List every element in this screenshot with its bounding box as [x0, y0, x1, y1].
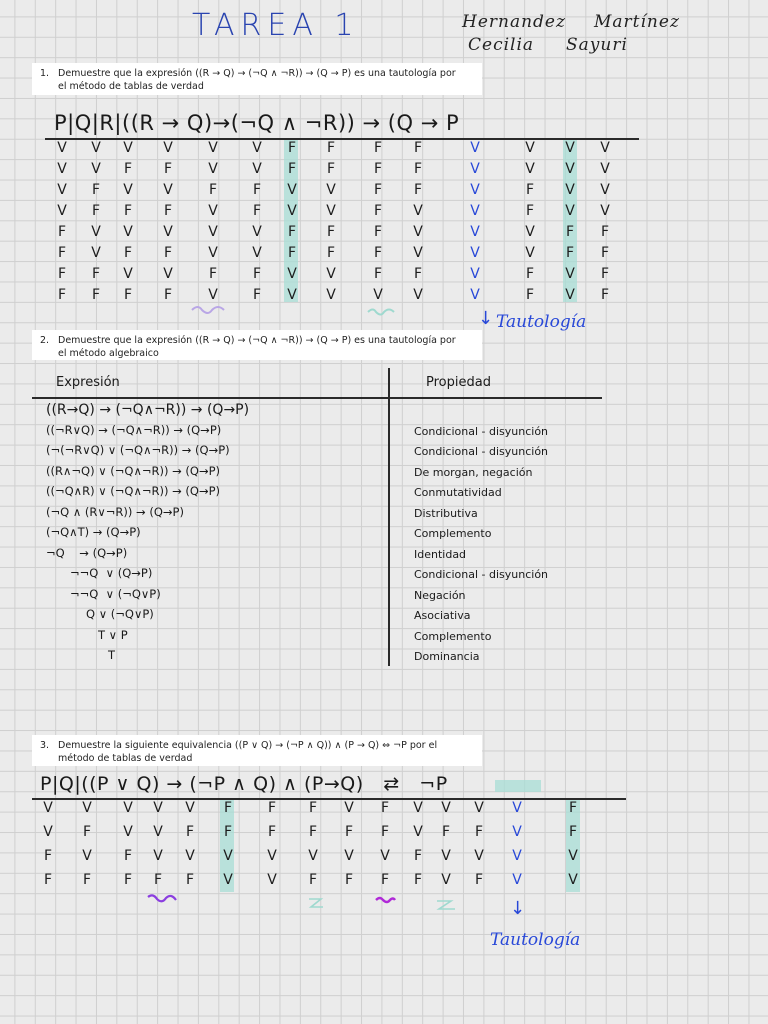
truth-value-cell: V: [208, 224, 218, 240]
proof-step-expression: T ∨ P: [98, 627, 128, 642]
truth-value-cell: V: [223, 872, 233, 888]
proof-step-property: Identidad: [414, 547, 467, 561]
truth-value-cell: F: [223, 824, 233, 840]
truth-value-cell: V: [153, 824, 163, 840]
truth-value-cell: F: [123, 161, 133, 177]
truth-value-cell: F: [525, 266, 535, 282]
truth-value-cell: V: [57, 140, 67, 156]
truth-value-cell: F: [163, 161, 173, 177]
truth-table-3-header: P|Q|((P ∨ Q) → (¬P ∧ Q) ∧ (P→Q) ⇄ ¬P: [40, 773, 448, 795]
proof-step-expression: ¬Q → (Q→P): [46, 545, 128, 560]
truth-value-cell: V: [91, 245, 101, 261]
truth-value-cell: V: [512, 800, 522, 816]
truth-value-cell: V: [163, 182, 173, 198]
property-column-header: Propiedad: [426, 375, 491, 390]
truth-value-cell: V: [123, 824, 133, 840]
truth-value-cell: F: [153, 872, 163, 888]
scribble-icon: [366, 306, 396, 318]
truth-value-cell: V: [441, 872, 451, 888]
proof-step-expression: ((R→Q) → (¬Q∧¬R)) → (Q→P): [46, 402, 250, 418]
truth-value-cell: V: [208, 140, 218, 156]
proof-step-property: Dominancia: [414, 650, 480, 663]
scribble-icon: [146, 892, 180, 906]
truth-value-cell: F: [600, 287, 610, 303]
truth-value-cell: F: [185, 824, 195, 840]
truth-value-cell: V: [267, 848, 277, 864]
author-first-name: Cecilia: [468, 35, 535, 55]
truth-value-cell: V: [380, 848, 390, 864]
scribble-icon: [434, 898, 460, 912]
truth-value-cell: V: [123, 224, 133, 240]
author-surname-2: Martínez: [594, 12, 680, 32]
truth-value-cell: V: [470, 245, 480, 261]
proof-step-expression: ((R∧¬Q) ∨ (¬Q∧¬R)) → (Q→P): [46, 463, 221, 478]
truth-value-cell: V: [470, 182, 480, 198]
proof-step-property: Condicional - disyunción: [414, 568, 549, 581]
truth-value-cell: F: [123, 287, 133, 303]
truth-value-cell: V: [525, 224, 535, 240]
truth-value-cell: F: [525, 203, 535, 219]
question-3-prompt: [32, 735, 482, 766]
truth-value-cell: F: [413, 872, 423, 888]
truth-value-cell: V: [344, 800, 354, 816]
truth-value-cell: V: [252, 161, 262, 177]
truth-value-cell: V: [600, 140, 610, 156]
truth-value-cell: V: [600, 182, 610, 198]
truth-value-cell: F: [163, 287, 173, 303]
truth-value-cell: F: [82, 872, 92, 888]
truth-value-cell: V: [91, 224, 101, 240]
scribble-icon: [190, 302, 230, 316]
truth-value-cell: V: [565, 140, 575, 156]
truth-value-cell: V: [413, 245, 423, 261]
truth-value-cell: V: [287, 203, 297, 219]
truth-value-cell: F: [223, 800, 233, 816]
proof-step-property: Distributiva: [414, 506, 478, 520]
question-number: 2.: [40, 335, 50, 346]
truth-value-cell: F: [373, 203, 383, 219]
truth-value-cell: F: [287, 140, 297, 156]
truth-value-cell: V: [153, 848, 163, 864]
truth-value-cell: F: [326, 245, 336, 261]
proof-step-property: Asociativa: [414, 609, 471, 622]
truth-value-cell: F: [287, 161, 297, 177]
proof-step-expression: ((¬R∨Q) → (¬Q∧¬R)) → (Q→P): [46, 422, 222, 437]
truth-value-cell: F: [43, 848, 53, 864]
truth-value-cell: V: [565, 182, 575, 198]
truth-value-cell: V: [565, 161, 575, 177]
author-second-name: Sayuri: [566, 35, 628, 55]
truth-value-cell: V: [252, 245, 262, 261]
truth-value-cell: F: [373, 245, 383, 261]
truth-value-cell: F: [413, 266, 423, 282]
proof-step-expression: ¬¬Q ∨ (¬Q∨P): [70, 586, 161, 601]
truth-value-cell: V: [470, 287, 480, 303]
truth-value-cell: V: [470, 224, 480, 240]
truth-value-cell: V: [413, 203, 423, 219]
truth-value-cell: F: [373, 224, 383, 240]
truth-value-cell: V: [252, 224, 262, 240]
proof-step-expression: (¬Q ∧ (R∨¬R)) → (Q→P): [46, 504, 184, 519]
truth-value-cell: V: [287, 287, 297, 303]
truth-value-cell: F: [185, 872, 195, 888]
title-underline: [190, 48, 360, 49]
proof-step-expression: ((¬Q∧R) ∨ (¬Q∧¬R)) → (Q→P): [46, 484, 221, 498]
truth-value-cell: V: [43, 824, 53, 840]
truth-value-cell: F: [163, 245, 173, 261]
truth-value-cell: V: [82, 800, 92, 816]
truth-value-cell: F: [326, 140, 336, 156]
truth-value-cell: V: [123, 182, 133, 198]
truth-value-cell: F: [57, 266, 67, 282]
truth-value-cell: V: [208, 287, 218, 303]
question-text-line1: Demuestre que la expresión ((R → Q) → (¬Q ∧ ¬R)) → (Q → P) es una tautología por: [58, 335, 456, 346]
truth-value-cell: V: [208, 161, 218, 177]
truth-value-cell: V: [525, 245, 535, 261]
down-arrow-icon: ↓: [510, 898, 526, 919]
truth-value-cell: F: [123, 872, 133, 888]
truth-value-cell: V: [326, 182, 336, 198]
truth-value-cell: F: [57, 245, 67, 261]
truth-value-cell: F: [380, 824, 390, 840]
truth-value-cell: F: [57, 287, 67, 303]
truth-value-cell: V: [43, 800, 53, 816]
truth-value-cell: V: [344, 848, 354, 864]
question-text-line2: el método algebraico: [58, 348, 159, 359]
proof-step-expression: Q ∨ (¬Q∨P): [86, 607, 154, 621]
truth-value-cell: F: [123, 203, 133, 219]
truth-value-cell: F: [163, 203, 173, 219]
truth-value-cell: F: [413, 161, 423, 177]
truth-value-cell: V: [474, 848, 484, 864]
truth-value-cell: V: [512, 872, 522, 888]
truth-value-cell: V: [57, 203, 67, 219]
truth-value-cell: F: [344, 824, 354, 840]
truth-value-cell: V: [525, 140, 535, 156]
truth-value-cell: F: [252, 182, 262, 198]
proof-step-expression: (¬Q∧T) → (Q→P): [46, 525, 141, 539]
truth-value-cell: V: [287, 266, 297, 282]
truth-value-cell: F: [568, 800, 578, 816]
truth-value-cell: F: [565, 224, 575, 240]
truth-value-cell: F: [123, 848, 133, 864]
truth-value-cell: F: [267, 824, 277, 840]
truth-value-cell: F: [308, 800, 318, 816]
truth-value-cell: V: [565, 203, 575, 219]
truth-value-cell: F: [441, 824, 451, 840]
truth-value-cell: F: [91, 266, 101, 282]
highlight-column: [495, 780, 541, 792]
truth-value-cell: F: [600, 266, 610, 282]
truth-value-cell: F: [252, 266, 262, 282]
truth-value-cell: F: [267, 800, 277, 816]
proof-step-expression: (¬(¬R∨Q) ∨ (¬Q∧¬R)) → (Q→P): [46, 443, 230, 457]
question-2-prompt: [32, 330, 482, 360]
truth-value-cell: V: [326, 266, 336, 282]
truth-value-cell: V: [308, 848, 318, 864]
truth-value-cell: V: [373, 287, 383, 303]
expression-column-header: Expresión: [56, 375, 120, 390]
truth-value-cell: V: [185, 800, 195, 816]
truth-value-cell: F: [326, 161, 336, 177]
scribble-icon: [374, 894, 396, 906]
truth-value-cell: F: [344, 872, 354, 888]
truth-value-cell: F: [252, 203, 262, 219]
proof-step-property: Condicional - disyunción: [414, 424, 549, 438]
proof-step-property: Complemento: [414, 629, 492, 643]
truth-value-cell: V: [470, 161, 480, 177]
truth-value-cell: V: [413, 824, 423, 840]
tautology-label: Tautología: [490, 930, 581, 950]
proof-step-property: Condicional - disyunción: [414, 445, 549, 458]
truth-value-cell: V: [470, 203, 480, 219]
truth-value-cell: F: [525, 182, 535, 198]
truth-value-cell: V: [565, 266, 575, 282]
truth-value-cell: V: [153, 800, 163, 816]
truth-value-cell: V: [185, 848, 195, 864]
proof-step-property: Complemento: [414, 527, 492, 540]
truth-value-cell: V: [441, 800, 451, 816]
truth-value-cell: V: [600, 161, 610, 177]
truth-value-cell: V: [208, 245, 218, 261]
truth-value-cell: V: [123, 266, 133, 282]
truth-value-cell: V: [474, 800, 484, 816]
truth-value-cell: V: [91, 140, 101, 156]
truth-value-cell: F: [252, 287, 262, 303]
truth-value-cell: F: [600, 245, 610, 261]
truth-value-cell: F: [413, 182, 423, 198]
question-text-line2: el método de tablas de verdad: [58, 81, 204, 92]
author-surname-1: Hernandez: [462, 12, 566, 32]
truth-value-cell: V: [568, 848, 578, 864]
truth-value-cell: V: [568, 872, 578, 888]
truth-value-cell: F: [287, 245, 297, 261]
truth-table-1-header: P|Q|R|((R → Q)→(¬Q ∧ ¬R)) → (Q → P: [54, 111, 460, 135]
truth-value-cell: V: [441, 848, 451, 864]
truth-value-cell: F: [287, 224, 297, 240]
truth-value-cell: F: [373, 161, 383, 177]
truth-value-cell: F: [57, 224, 67, 240]
proof-step-expression: ¬¬Q ∨ (Q→P): [70, 566, 153, 580]
tautology-label: Tautología: [496, 312, 587, 332]
proof-step-property: De morgan, negación: [414, 465, 533, 479]
truth-value-cell: F: [326, 224, 336, 240]
truth-value-cell: F: [474, 872, 484, 888]
truth-value-cell: V: [600, 203, 610, 219]
truth-value-cell: F: [413, 140, 423, 156]
truth-value-cell: F: [525, 287, 535, 303]
truth-value-cell: V: [413, 287, 423, 303]
truth-value-cell: V: [267, 872, 277, 888]
truth-value-cell: F: [413, 848, 423, 864]
truth-value-cell: V: [326, 287, 336, 303]
truth-value-cell: F: [208, 266, 218, 282]
truth-value-cell: V: [57, 182, 67, 198]
table-2-header-rule: [32, 397, 602, 399]
truth-value-cell: V: [208, 203, 218, 219]
truth-value-cell: F: [380, 800, 390, 816]
truth-value-cell: F: [91, 287, 101, 303]
truth-value-cell: F: [308, 824, 318, 840]
truth-value-cell: V: [525, 161, 535, 177]
truth-value-cell: V: [252, 140, 262, 156]
question-text-line1: Demuestre que la expresión ((R → Q) → (¬Q ∧ ¬R)) → (Q → P) es una tautología por: [58, 68, 456, 79]
question-number: 3.: [40, 740, 50, 751]
truth-value-cell: V: [413, 800, 423, 816]
proof-step-property: Negación: [414, 588, 466, 602]
truth-value-cell: V: [163, 266, 173, 282]
table-2-divider: [388, 368, 390, 666]
proof-step-property: Conmutatividad: [414, 486, 502, 499]
truth-value-cell: V: [512, 848, 522, 864]
truth-value-cell: V: [512, 824, 522, 840]
truth-value-cell: V: [470, 266, 480, 282]
truth-value-cell: V: [82, 848, 92, 864]
page-title: TAREA 1: [192, 8, 360, 43]
truth-value-cell: V: [223, 848, 233, 864]
truth-value-cell: F: [123, 245, 133, 261]
truth-value-cell: V: [163, 140, 173, 156]
down-arrow-icon: ↓: [478, 308, 494, 329]
question-text-line1: Demuestre la siguiente equivalencia ((P ∨ Q) → (¬P ∧ Q)) ∧ (P → Q) ⇔ ¬P por el: [58, 740, 438, 751]
truth-value-cell: F: [565, 245, 575, 261]
truth-value-cell: F: [373, 182, 383, 198]
scribble-icon: [306, 896, 328, 910]
truth-value-cell: F: [82, 824, 92, 840]
truth-value-cell: V: [470, 140, 480, 156]
truth-value-cell: F: [43, 872, 53, 888]
truth-value-cell: F: [208, 182, 218, 198]
truth-value-cell: F: [568, 824, 578, 840]
truth-value-cell: F: [600, 224, 610, 240]
truth-value-cell: V: [123, 800, 133, 816]
question-number: 1.: [40, 68, 50, 79]
truth-value-cell: F: [380, 872, 390, 888]
truth-value-cell: F: [91, 203, 101, 219]
proof-step-expression: T: [108, 648, 116, 662]
truth-value-cell: V: [57, 161, 67, 177]
truth-value-cell: V: [287, 182, 297, 198]
truth-value-cell: V: [413, 224, 423, 240]
truth-value-cell: V: [565, 287, 575, 303]
truth-value-cell: V: [91, 161, 101, 177]
truth-value-cell: F: [373, 266, 383, 282]
question-text-line2: método de tablas de verdad: [58, 753, 193, 764]
truth-value-cell: F: [373, 140, 383, 156]
truth-value-cell: V: [123, 140, 133, 156]
truth-value-cell: V: [326, 203, 336, 219]
truth-value-cell: F: [91, 182, 101, 198]
truth-value-cell: F: [308, 872, 318, 888]
truth-value-cell: V: [163, 224, 173, 240]
question-1-prompt: [32, 63, 482, 95]
truth-value-cell: F: [474, 824, 484, 840]
